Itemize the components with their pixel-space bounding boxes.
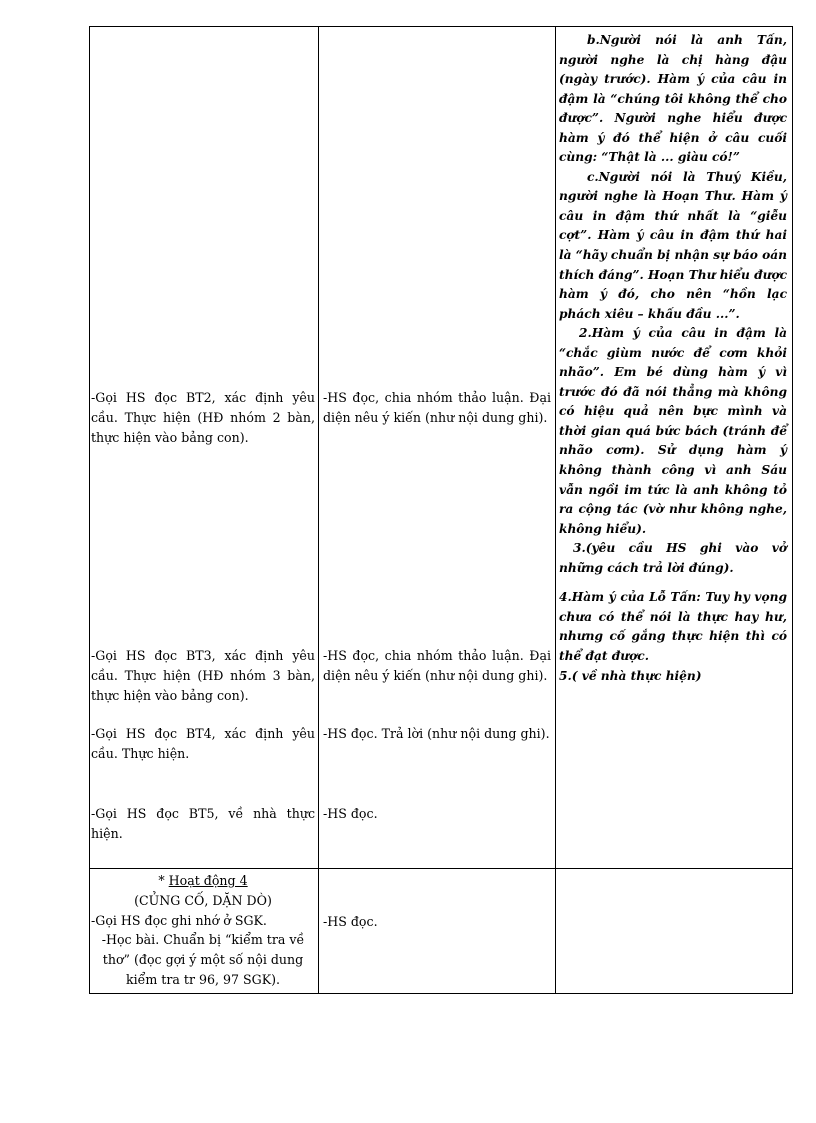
table-border-bottom	[89, 993, 793, 994]
content-answers	[559, 31, 787, 686]
answer-3: 3.(yêu cầu HS ghi vào vở những cách trả lời đúng).	[559, 541, 787, 575]
table-border-top	[89, 26, 793, 27]
teacher-bt4: -Gọi HS đọc BT4, xác định yêu cầu. Thực hiện.	[91, 726, 315, 761]
student-bt2: -HS đọc, chia nhóm thảo luận. Đại diện nêu ý kiến (như nội dung ghi).	[323, 390, 551, 425]
answer-1b: b.Người nói là anh Tấn, người nghe là chị hàng đậu (ngày trước). Hàm ý của câu in đậm là “chúng tôi không thể cho được”. Người nghe hiểu được hàm ý đó thể hiện ở câu cuối cùng: “Thật là ... giàu có!”	[559, 33, 787, 165]
lesson-table	[89, 26, 793, 994]
table-border-left	[89, 26, 90, 994]
table-border-right	[792, 26, 793, 994]
activity-4-block	[91, 871, 315, 990]
teacher-homework: -Học bài. Chuẩn bị “kiểm tra về thơ” (đọc gợi ý một số nội dung kiểm tra tr 96, 97 SGK).	[101, 932, 305, 987]
activity-4-heading: * Hoạt động 4	[158, 873, 248, 888]
teacher-bt5: -Gọi HS đọc BT5, về nhà thực hiện.	[91, 806, 315, 841]
answer-2: 2.Hàm ý của câu in đậm là “chắc giùm nước để cơm khỏi nhão”. Em bé dùng hàm ý vì trước đó đã nói thẳng mà không có hiệu quả nên bực mình và thời gian quá bức bách (tránh để nhão cơm). Sử dụng hàm ý không thành công vì anh Sáu vẫn ngồi im tức là anh không tỏ ra cộng tác (vờ như không nghe, không hiểu).	[559, 326, 787, 536]
answer-5: 5.( về nhà thực hiện)	[559, 668, 702, 683]
answer-1c: c.Người nói là Thuý Kiều, người nghe là Hoạn Thư. Hàm ý câu in đậm thứ nhất là “giễu cợt”. Hàm ý câu in đậm thứ hai là “hãy chuẩn bị nhận sự báo oán thích đáng”. Hoạn Thư hiểu được hàm ý đó, cho nên “hồn lạc phách xiêu – khấu đầu ...”.	[559, 169, 787, 321]
student-bt5: -HS đọc.	[323, 806, 378, 821]
teacher-bt3: -Gọi HS đọc BT3, xác định yêu cầu. Thực hiện (HĐ nhóm 3 bàn, thực hiện vào bảng con).	[91, 648, 315, 703]
student-bt4: -HS đọc. Trả lời (như nội dung ghi).	[323, 726, 550, 741]
answer-4: 4.Hàm ý của Lỗ Tấn: Tuy hy vọng chưa có thể nói là thực hay hư, nhưng cố gắng thực hiện thì có thể đạt được.	[559, 590, 787, 663]
student-bt3: -HS đọc, chia nhóm thảo luận. Đại diện nêu ý kiến (như nội dung ghi).	[323, 648, 551, 683]
teacher-review: -Gọi HS đọc ghi nhớ ở SGK.	[91, 912, 267, 928]
row-divider	[89, 868, 793, 869]
column-divider-1	[318, 26, 319, 994]
activity-4-subheading: (CỦNG CỐ, DẶN DÒ)	[134, 892, 272, 908]
teacher-bt2: -Gọi HS đọc BT2, xác định yêu cầu. Thực hiện (HĐ nhóm 2 bàn, thực hiện vào bảng con).	[91, 390, 315, 445]
column-divider-2	[555, 26, 556, 994]
student-review: -HS đọc.	[323, 914, 378, 929]
